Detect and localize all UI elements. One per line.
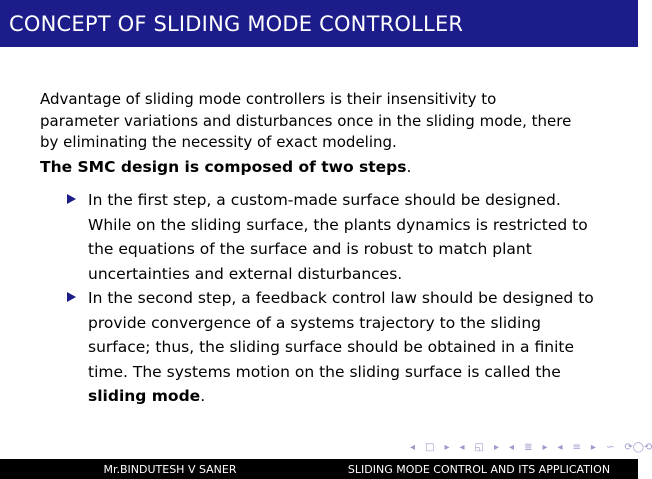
frame-prev-icon[interactable]: ◂ — [410, 441, 416, 453]
step-2-bold-term: sliding mode — [88, 387, 201, 405]
beamer-navigation-bar — [410, 440, 652, 454]
step-1-text: In the first step, a custom-made surface should be designed. While on the sliding surface, the plants dynamics is restricted to the equations of the surface and is robust to match plant uncertainties and external disturbances. — [88, 191, 588, 283]
section-icon[interactable]: ≣ — [524, 441, 533, 453]
subsection-next-icon[interactable]: ▸ — [494, 441, 500, 453]
document-icon[interactable]: ≡ — [572, 441, 581, 453]
slide-title: CONCEPT OF SLIDING MODE CONTROLLER — [9, 11, 464, 36]
document-prev-icon[interactable]: ◂ — [557, 441, 563, 453]
subsection-prev-icon[interactable]: ◂ — [459, 441, 465, 453]
step-2-period: . — [200, 387, 206, 405]
footer-title: SLIDING MODE CONTROL AND ITS APPLICATION — [320, 459, 638, 479]
document-next-icon[interactable]: ▸ — [590, 441, 596, 453]
frame-next-icon[interactable]: ▸ — [444, 441, 450, 453]
step-2-text: In the second step, a feedback control law should be designed to provide convergence of a systems trajectory to the sliding surface; thus, the sliding surface should be obtained in a finite time. The systems motion on the sliding surface is called the — [88, 289, 594, 381]
section-next-icon[interactable]: ▸ — [542, 441, 548, 453]
slide-title-bar — [0, 0, 638, 47]
footer-author: Mr.BINDUTESH V SANER — [0, 459, 320, 479]
bullet-triangle-icon — [67, 194, 76, 204]
section-prev-icon[interactable]: ◂ — [509, 441, 515, 453]
align-icon[interactable]: ∽ — [605, 441, 615, 453]
intro-paragraph: Advantage of sliding mode controllers is their insensitivity to parameter variations and disturbances once in the sliding mode, there by eliminating the necessity of exact modeling. — [40, 90, 572, 151]
zoom-icon[interactable]: ⟳◯⟲ — [624, 441, 652, 453]
bullet-triangle-icon — [67, 292, 76, 302]
subsection-icon[interactable]: ◱ — [474, 441, 484, 453]
steps-heading — [40, 156, 411, 178]
steps-heading-text: The SMC design is composed of two steps — [40, 158, 407, 176]
step-item-2 — [88, 286, 606, 409]
steps-heading-period: . — [406, 158, 412, 176]
footer-bar — [0, 459, 638, 479]
step-item-1 — [88, 188, 606, 286]
frame-icon[interactable]: □ — [425, 441, 435, 453]
